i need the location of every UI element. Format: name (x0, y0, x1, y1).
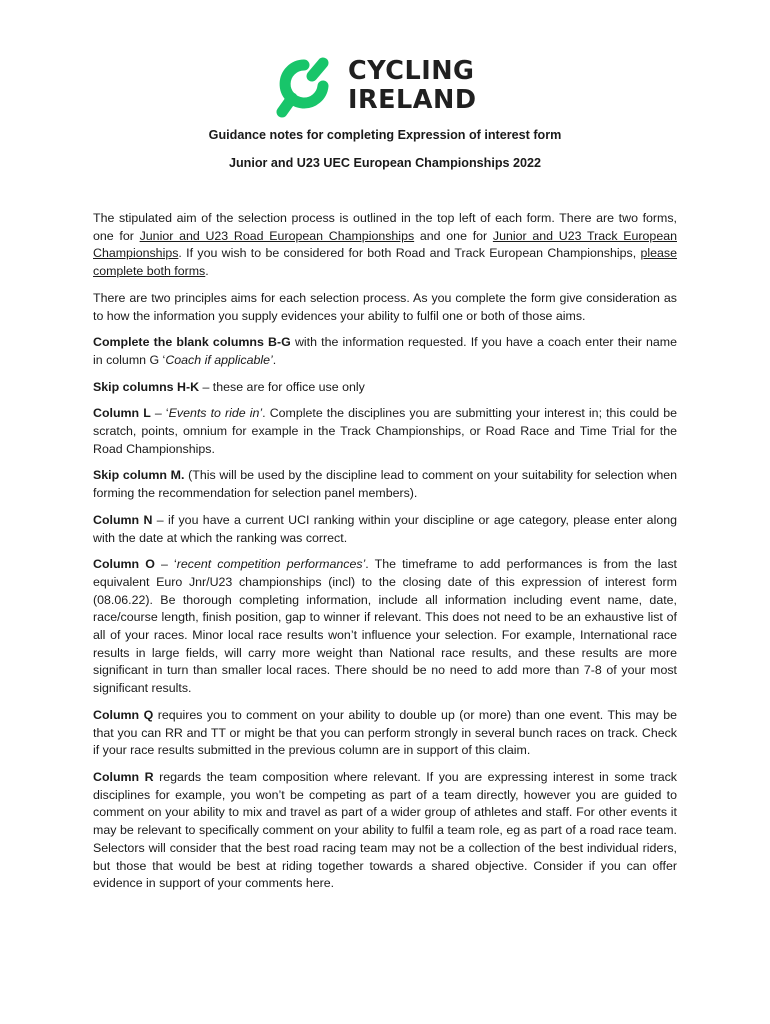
document-subtitle: Junior and U23 UEC European Championships 2022 (228, 156, 542, 170)
paragraph-column-r (93, 769, 677, 893)
bold-label: Column O (93, 557, 155, 572)
italic-text: recent competition performances’ (176, 557, 366, 572)
paragraph-forms-intro (93, 210, 677, 281)
bold-label: Column N (93, 512, 153, 527)
text: (This will be used by the discipline lead to comment on your suitability for selection when forming the recommendation for selection panel members). (93, 468, 678, 501)
paragraph-column-m (93, 467, 677, 502)
text: . Complete the disciplines you are submitting your interest in; this could be scratch, points, omnium for example in the Track Championships, or Road Race and Time Trial for the Road Championships. (93, 406, 677, 456)
paragraph-column-n (93, 512, 677, 547)
paragraph-principles: There are two principles aims for each selection process. As you complete the form give consideration as to how the information you supply evidences your ability to fulfil one or both of those aims. (93, 290, 677, 323)
cycling-ireland-logo (276, 56, 486, 122)
text: . (205, 264, 209, 279)
document-title: Guidance notes for completing Expression of interest form (208, 128, 562, 142)
cycling-ireland-mark-icon (276, 56, 346, 122)
text: and one for (414, 228, 493, 243)
bold-label: Column L (93, 406, 151, 421)
bold-label: Column R (93, 769, 154, 784)
paragraph-column-l (93, 405, 677, 458)
complete-both-forms-text: please complete both forms (93, 246, 677, 279)
bold-label: Column Q (93, 707, 154, 722)
italic-text: Coach if applicable’ (165, 352, 273, 367)
logo-line-1: CYCLING (348, 56, 475, 86)
paragraph-columns-h-k (93, 379, 677, 397)
road-form-link[interactable]: Junior and U23 Road European Championships (139, 228, 415, 243)
paragraph-column-q (93, 707, 677, 760)
bold-label: Skip column M. (93, 468, 185, 483)
track-form-link[interactable]: Junior and U23 Track European Championships (93, 228, 677, 261)
text: . The timeframe to add performances is from the last equivalent Euro Jnr/U23 championships (incl) to the closing date of this expression of interest form (08.06.22). Be thorough completing information, include all information including event name, date, race/course length, finish position, gap to winner if relevant. This does not need to be an exhaustive list of all of your races. Minor local race results won’t influence your selection. For example, International race results in large fields, will carry more weight than National race results, and these results are more significant in turn than smaller local races. There should be no need to add more than 7-8 of your most significant results. (93, 557, 677, 696)
text: – ‘ (154, 557, 177, 572)
paragraph-column-o (93, 556, 677, 698)
text: with the information requested. If you have a coach enter their name in column G ‘ (93, 335, 677, 367)
text: requires you to comment on your ability to double up (or more) than one event. This may be that you can RR and TT or might be that you can perform strongly in several bunch races on track. Check if your race results submitted in the previous column are in support of this claim. (93, 707, 677, 758)
text: . If you wish to be considered for both Road and Track European Championships, (178, 246, 641, 261)
logo-wordmark (348, 57, 477, 115)
text: . (272, 352, 277, 367)
bold-label: Skip columns H-K (93, 379, 200, 394)
bold-label: Complete the blank columns B-G (93, 335, 291, 350)
document-headings (0, 127, 770, 171)
text: regards the team composition where relevant. If you are expressing interest in some track disciplines for example, you won’t be competing as part of a team directly, however you are guided to comment on your ability to mix and travel as part of a wider group of athletes and staff. For other events it may be relevant to specifically comment on your ability to fulfil a team role, eg as part of a road race team. Selectors will consider that the best road racing team may not be a collection of the best individual riders, but those that would be best at riding together towards a shared objective. Consider if you can offer evidence in support of your comments here. (93, 769, 677, 891)
text: The stipulated aim of the selection process is outlined in the top left of each form. There are two forms, one for (93, 211, 677, 243)
italic-text: Events to ride in’ (168, 406, 263, 421)
text: – ‘ (150, 406, 169, 421)
text: – if you have a current UCI ranking within your discipline or age category, please enter along with the date at which the ranking was correct. (93, 512, 677, 545)
document-body (93, 210, 677, 902)
logo-line-2: IRELAND (348, 85, 477, 115)
paragraph-columns-b-g (93, 334, 677, 369)
text: – these are for office use only (199, 379, 365, 394)
